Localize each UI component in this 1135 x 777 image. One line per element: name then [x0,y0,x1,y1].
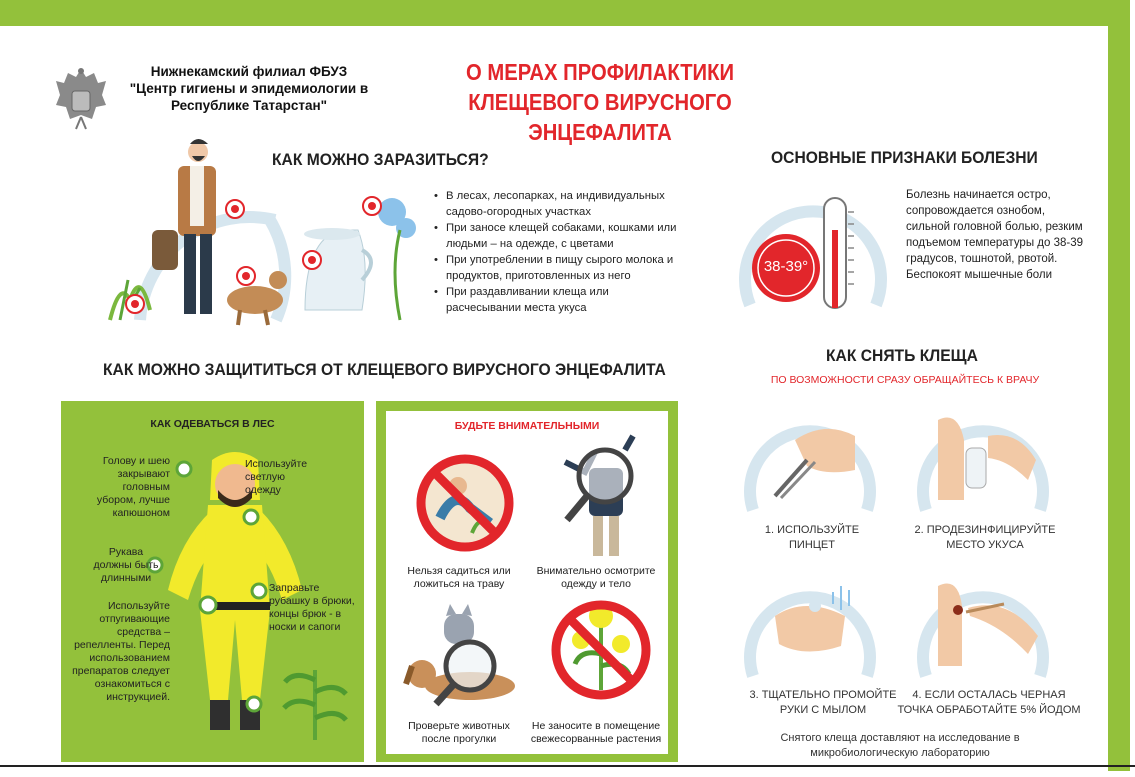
bottom-border [0,765,1135,767]
infection-item-crush: • При раздавливании клеща или расчесывании места укуса [434,284,684,316]
title-line-1: О МЕРАХ ПРОФИЛАКТИКИ [465,59,735,85]
tip-tuck-in: Заправьте рубашку в брюки, концы брюк - в носки и сапоги [269,582,355,633]
organization-name [120,63,378,114]
remove-subheading: ПО ВОЗМОЖНОСТИ СРАЗУ ОБРАЩАЙТЕСЬ К ВРАЧУ [770,374,1040,386]
coat-of-arms-icon [52,65,110,131]
tip-inspect: Внимательно осмотрите одежду и тело [536,565,656,590]
org-line-1: Нижнекамский филиал ФБУЗ [150,64,348,79]
right-edge [1130,0,1135,777]
title-line-2: КЛЕЩЕВОГО ВИРУСНОГО ЭНЦЕФАЛИТА [468,89,732,145]
dress-heading: КАК ОДЕВАТЬСЯ В ЛЕС [150,418,275,430]
protect-heading: КАК МОЖНО ЗАЩИТИТЬСЯ ОТ КЛЕЩЕВОГО ВИРУСНОГО ЭНЦЕФАЛИТА [103,360,666,379]
remove-heading: КАК СНЯТЬ КЛЕЩА [826,346,978,365]
tip-repellent: Используйте отпугивающие средства – репелленты. Перед использованием препаратов следует ознакомиться с инструкцией. [72,600,170,703]
attention-heading: БУДЬТЕ ВНИМАТЕЛЬНЫМИ [454,420,600,432]
remove-step-2: 2. ПРОДЕЗИНФИЦИРУЙТЕ МЕСТО УКУСА [914,524,1056,551]
remove-step-4: 4. ЕСЛИ ОСТАЛАСЬ ЧЕРНАЯ ТОЧКА ОБРАБОТАЙТЕ 5% ЙОДОМ [897,689,1081,716]
page-title [411,57,789,147]
infection-list [434,188,684,316]
tip-no-sit: Нельзя садиться или ложиться на траву [407,565,511,590]
infection-item-milk: • При употреблении в пищу сырого молока и продуктов, приготовленных из него [434,252,684,284]
tip-headwear: Голову и шею закрывают головным убором, лучше капюшоном [96,455,170,519]
tip-long-sleeves: Рукава должны быть длинными [93,546,159,584]
tip-light-clothes: Используйте светлую одежду [245,458,308,496]
no-plants-icon [545,594,657,706]
org-line-2: "Центр гигиены и эпидемиологии в [129,81,369,96]
symptoms-text: Болезнь начинается остро, сопровождается ознобом, сильной головной болью, резким подъемом температуры до 38-39 градусов, тошнотой, рвотой. Беспокоят мышечные боли [906,189,1084,281]
symptoms-heading: ОСНОВНЫЕ ПРИЗНАКИ БОЛЕЗНИ [771,148,1038,167]
infection-heading: КАК МОЖНО ЗАРАЗИТЬСЯ? [272,150,489,169]
remove-step-3: 3. ТЩАТЕЛЬНО ПРОМОЙТЕ РУКИ С МЫЛОМ [749,689,897,716]
hiker-illustration [100,130,420,330]
no-sitting-icon [410,448,520,558]
disinfect-icon [918,400,1048,515]
tip-no-plants: Не заносите в помещение свежесорванные растения [530,720,662,745]
infection-item-forest: • В лесах, лесопарках, на индивидуальных садово-огородных участках [434,188,684,220]
top-green-band [0,0,1135,26]
wash-hands-icon [745,566,875,681]
thermometer-illustration [738,190,888,320]
pets-check-icon [400,596,525,716]
remove-footer: Снятого клеща доставляют на исследование в микробиологическую лабораторию [780,732,1020,759]
tip-pets: Проверьте животных после прогулки [408,720,510,745]
magnifier-person-icon [555,432,655,562]
infection-item-pets: • При заносе клещей собаками, кошками или людьми – на одежде, с цветами [434,220,684,252]
plant-icon [280,660,350,740]
remove-step-1: 1. ИСПОЛЬЗУЙТЕ ПИНЦЕТ [764,524,860,551]
org-line-3: Республике Татарстан" [170,98,328,113]
tweezers-icon [745,400,875,515]
temperature-badge: 38-39° [763,258,809,275]
iodine-icon [918,566,1048,681]
